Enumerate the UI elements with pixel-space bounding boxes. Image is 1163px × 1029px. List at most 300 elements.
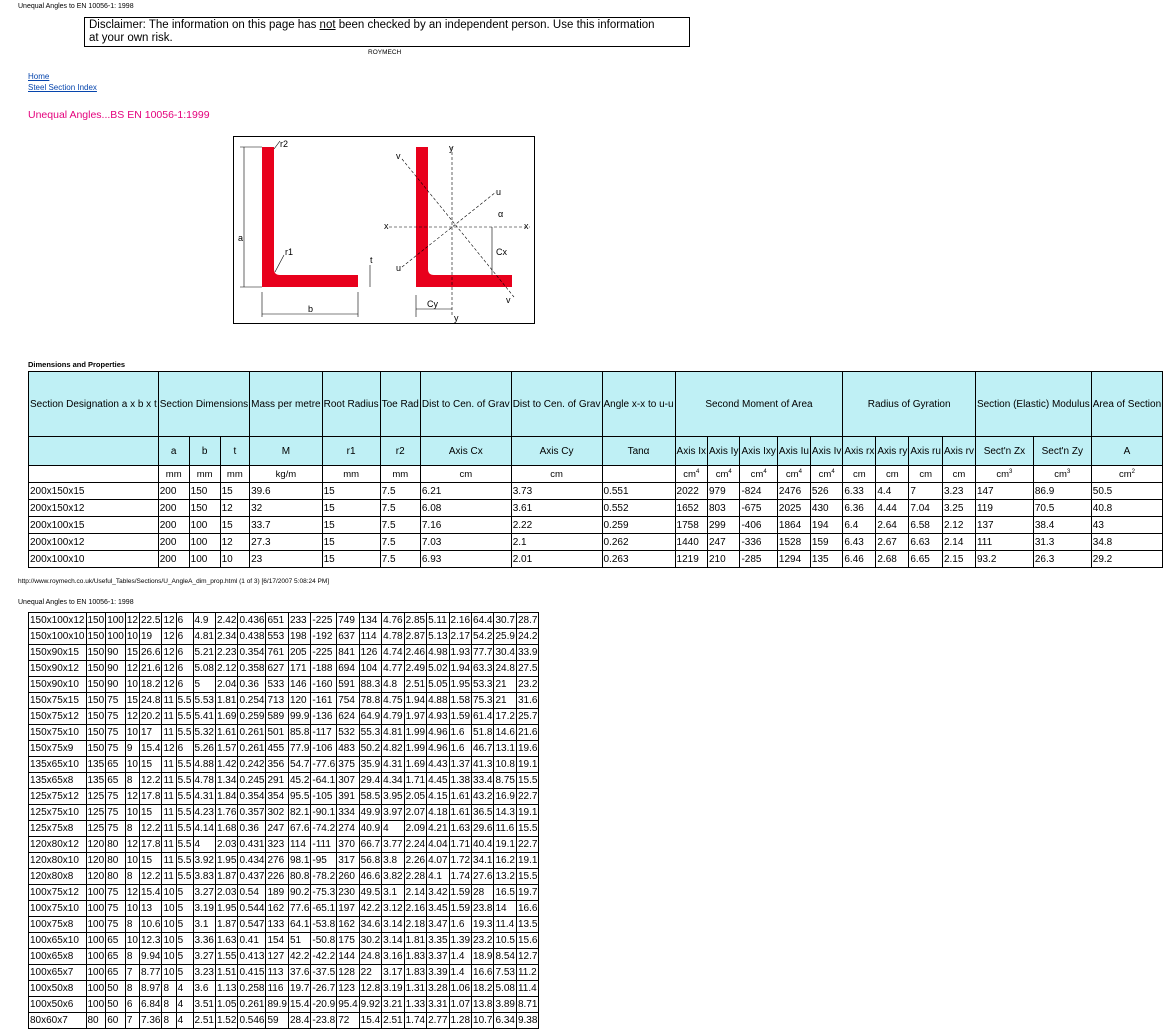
table-cell: 5.41 <box>193 709 215 725</box>
table-cell: 133 <box>266 917 288 933</box>
table-cell: 4.79 <box>382 709 404 725</box>
table-cell: 323 <box>266 837 288 853</box>
table-cell: 150 <box>86 709 106 725</box>
subheader-cell: Axis Ix <box>675 437 707 466</box>
table-cell: 49.5 <box>359 885 381 901</box>
table-cell: 19.7 <box>288 981 310 997</box>
table-cell: 12.8 <box>359 981 381 997</box>
unit-cell: $cm^4$ <box>810 466 842 483</box>
table-cell: -90.1 <box>311 805 337 821</box>
fig-label-y-bottom: y <box>454 313 459 323</box>
table-cell: 2.16 <box>449 613 471 629</box>
table-cell: 4.82 <box>382 741 404 757</box>
table-row <box>29 773 539 789</box>
table-cell: 23.8 <box>472 901 494 917</box>
table-cell: 8 <box>162 981 176 997</box>
table-cell: 150 <box>86 645 106 661</box>
table-cell: 3.25 <box>942 500 975 517</box>
table-cell: 16.6 <box>472 965 494 981</box>
table-cell: -78.2 <box>311 869 337 885</box>
table-cell: -117 <box>311 725 337 741</box>
table-cell: 5.5 <box>176 773 193 789</box>
table-cell: 0.552 <box>602 500 675 517</box>
table-cell: 125 <box>86 805 106 821</box>
table-cell: 43 <box>1091 517 1162 534</box>
table-row <box>29 805 539 821</box>
table-cell: 80 <box>106 869 126 885</box>
properties-table <box>28 371 1163 568</box>
table-cell: 3.73 <box>511 483 602 500</box>
table-cell: 3.36 <box>193 933 215 949</box>
table-cell: 18.2 <box>140 677 162 693</box>
table-cell: 10 <box>162 885 176 901</box>
table-cell: 75 <box>106 901 126 917</box>
table-cell: 1.4 <box>449 965 471 981</box>
table-cell: 4.18 <box>427 805 449 821</box>
hdr-dimensions: Section Dimensions <box>158 372 249 437</box>
table-cell: 12.2 <box>140 821 162 837</box>
table-cell: -50.8 <box>311 933 337 949</box>
table-cell: 7.5 <box>380 517 420 534</box>
page-header-2: Unequal Angles to EN 10056-1: 1998 <box>18 599 134 606</box>
table-cell: 1.57 <box>215 741 237 757</box>
table-cell: 0.354 <box>238 645 266 661</box>
unit-cell: $cm^4$ <box>675 466 707 483</box>
table-cell: 100x65x10 <box>29 933 87 949</box>
table-cell: 93.2 <box>975 551 1033 568</box>
unit-cell: mm <box>380 466 420 483</box>
table-cell: 150x75x9 <box>29 741 87 757</box>
table-cell: 370 <box>337 837 359 853</box>
table-cell: 100 <box>86 917 106 933</box>
table-cell: 10 <box>125 677 139 693</box>
table-cell: 70.5 <box>1033 500 1091 517</box>
table-cell: 1.28 <box>449 1013 471 1029</box>
table-row <box>29 551 1163 568</box>
table-cell: 114 <box>359 629 381 645</box>
table-cell: -106 <box>311 741 337 757</box>
table-cell: 16.9 <box>494 789 516 805</box>
table-cell: 5.5 <box>176 693 193 709</box>
table-cell: 591 <box>337 677 359 693</box>
table-cell: 32 <box>250 500 322 517</box>
table-cell: 8 <box>125 949 139 965</box>
table-cell: 5.5 <box>176 821 193 837</box>
table-cell: 15 <box>140 853 162 869</box>
table-cell: 15 <box>220 483 250 500</box>
table-cell: 1.93 <box>449 645 471 661</box>
table-cell: 1.13 <box>215 981 237 997</box>
table-cell: 27.5 <box>516 661 538 677</box>
table-cell: 28 <box>472 885 494 901</box>
fig-label-y-top: y <box>449 143 454 153</box>
table-cell: 135x65x10 <box>29 757 87 773</box>
table-cell: 803 <box>708 500 740 517</box>
table-cell: 2.14 <box>942 534 975 551</box>
table-cell: 8 <box>125 773 139 789</box>
table-cell: 2.12 <box>942 517 975 534</box>
table-cell: 100 <box>189 517 220 534</box>
table-cell: 5.5 <box>176 789 193 805</box>
table-cell: 0.261 <box>238 725 266 741</box>
table-cell: 19.1 <box>516 757 538 773</box>
table-cell: 11 <box>162 869 176 885</box>
table-cell: 4 <box>382 821 404 837</box>
table-cell: 22.7 <box>516 789 538 805</box>
table-cell: 24.8 <box>140 693 162 709</box>
table-cell: 10 <box>162 917 176 933</box>
table-cell: -160 <box>311 677 337 693</box>
table-cell: 3.51 <box>193 997 215 1013</box>
subheader-cell: Axis ry <box>876 437 909 466</box>
table-cell: 0.54 <box>238 885 266 901</box>
table-cell: 455 <box>266 741 288 757</box>
subheader-cell: t <box>220 437 250 466</box>
table-cell: 1.39 <box>449 933 471 949</box>
table-cell: 100 <box>106 613 126 629</box>
table-row <box>29 965 539 981</box>
table-cell: 10 <box>162 965 176 981</box>
table-cell: 8 <box>162 1013 176 1029</box>
table-cell: 61.4 <box>472 709 494 725</box>
unit-cell: $cm^4$ <box>708 466 740 483</box>
table-cell: 1.4 <box>449 949 471 965</box>
table-cell: 13.1 <box>494 741 516 757</box>
table-cell: 15 <box>322 483 380 500</box>
table-cell: 4.15 <box>427 789 449 805</box>
table-cell: 247 <box>708 534 740 551</box>
table-cell: 11.6 <box>494 821 516 837</box>
table-cell: 1.6 <box>449 741 471 757</box>
table-cell: 2.22 <box>511 517 602 534</box>
table-cell: 6.63 <box>909 534 943 551</box>
table-cell: 50 <box>106 997 126 1013</box>
table-cell: 6.84 <box>140 997 162 1013</box>
table-cell: -74.2 <box>311 821 337 837</box>
table-cell: 200x150x12 <box>29 500 159 517</box>
fig-label-t: t <box>370 255 373 265</box>
table-cell: 6.21 <box>420 483 511 500</box>
unit-cell: $cm^4$ <box>777 466 810 483</box>
table-cell: 100 <box>189 534 220 551</box>
table-cell: 4.04 <box>427 837 449 853</box>
table-cell: 2.24 <box>404 837 426 853</box>
table-cell: 2.26 <box>404 853 426 869</box>
table-cell: 4.78 <box>382 629 404 645</box>
table-cell: 19.7 <box>516 885 538 901</box>
table-cell: 0.357 <box>238 805 266 821</box>
subheader-cell: M <box>250 437 322 466</box>
hdr-dcx: Dist to Cen. of Grav <box>420 372 511 437</box>
table-cell: 0.546 <box>238 1013 266 1029</box>
table-cell: 41.3 <box>472 757 494 773</box>
subheader-cell: b <box>189 437 220 466</box>
table-cell: 100x65x7 <box>29 965 87 981</box>
table-cell: 40.9 <box>359 821 381 837</box>
table-cell: 154 <box>266 933 288 949</box>
table-cell: 1.61 <box>449 789 471 805</box>
table-cell: 0.36 <box>238 677 266 693</box>
table-cell: 25.7 <box>516 709 538 725</box>
table-cell: 135 <box>86 773 106 789</box>
table-cell: 8 <box>125 821 139 837</box>
table-cell: 4.31 <box>193 789 215 805</box>
table-cell: -26.7 <box>311 981 337 997</box>
table-cell: 1.87 <box>215 917 237 933</box>
table-cell: 46.6 <box>359 869 381 885</box>
table-cell: 12 <box>125 837 139 853</box>
table-cell: 3.14 <box>382 933 404 949</box>
table-cell: 2.87 <box>404 629 426 645</box>
table-cell: 6.93 <box>420 551 511 568</box>
table-cell: 17.2 <box>494 709 516 725</box>
table-cell: 16.2 <box>494 853 516 869</box>
hdr-dcy: Dist to Cen. of Grav <box>511 372 602 437</box>
table-cell: 150 <box>86 725 106 741</box>
table-cell: 31.3 <box>1033 534 1091 551</box>
table-cell: 3.83 <box>193 869 215 885</box>
angle-section-diagram <box>233 136 535 324</box>
table-cell: 63.3 <box>472 661 494 677</box>
table-cell: 7.5 <box>380 534 420 551</box>
table-cell: 22.5 <box>140 613 162 629</box>
table-cell: 65 <box>106 773 126 789</box>
table-cell: 11 <box>162 693 176 709</box>
table-row <box>29 661 539 677</box>
table-cell: 194 <box>810 517 842 534</box>
table-cell: 171 <box>288 661 310 677</box>
table-cell: 1.51 <box>215 965 237 981</box>
fig-label-r1: r1 <box>285 247 294 257</box>
table-cell: 1.31 <box>404 981 426 997</box>
unit-cell: mm <box>189 466 220 483</box>
table-cell: 1.81 <box>404 933 426 949</box>
table-cell: 120 <box>86 837 106 853</box>
table-cell: 9.38 <box>516 1013 538 1029</box>
table-cell: -225 <box>311 613 337 629</box>
table-cell: 11 <box>162 773 176 789</box>
table-cell: 8 <box>162 997 176 1013</box>
table-cell: 36.5 <box>472 805 494 821</box>
table-cell: -95 <box>311 853 337 869</box>
table-cell: 6.33 <box>843 483 876 500</box>
table-cell: 0.544 <box>238 901 266 917</box>
table-cell: 5.5 <box>176 805 193 821</box>
table-cell: 5.02 <box>427 661 449 677</box>
table-cell: 0.242 <box>238 757 266 773</box>
table-cell: 6 <box>125 997 139 1013</box>
unit-cell: mm <box>322 466 380 483</box>
table-cell: 50 <box>106 981 126 997</box>
table-cell: 1.58 <box>449 693 471 709</box>
table-cell: 51 <box>288 933 310 949</box>
table-cell: 9 <box>125 741 139 757</box>
subheader-cell: A <box>1091 437 1162 466</box>
unit-cell: kg/m <box>250 466 322 483</box>
steel-section-index-link[interactable]: Steel Section Index <box>28 83 97 92</box>
table-cell: 10 <box>125 933 139 949</box>
table-cell: 5.5 <box>176 757 193 773</box>
table-cell: 15.4 <box>140 741 162 757</box>
table-cell: 3.82 <box>382 869 404 885</box>
hdr-angle: Angle x-x to u-u <box>602 372 675 437</box>
table-cell: 7.16 <box>420 517 511 534</box>
home-link[interactable]: Home <box>28 72 50 81</box>
table-cell: 16.6 <box>516 901 538 917</box>
table-cell: 75 <box>106 917 126 933</box>
table-cell: 120 <box>86 853 106 869</box>
table-cell: 0.358 <box>238 661 266 677</box>
subheader-cell: Axis Cx <box>420 437 511 466</box>
table-cell: 27.3 <box>250 534 322 551</box>
table-cell: 356 <box>266 757 288 773</box>
table-cell: 3.19 <box>193 901 215 917</box>
table-cell: 54.2 <box>472 629 494 645</box>
table-cell: 6.43 <box>843 534 876 551</box>
table-cell: 200 <box>158 500 189 517</box>
table-cell: 99.9 <box>288 709 310 725</box>
table-cell: 200x100x12 <box>29 534 159 551</box>
table-cell: 16.5 <box>494 885 516 901</box>
table-cell: 4.14 <box>193 821 215 837</box>
table-cell: 4 <box>193 837 215 853</box>
table-cell: 4.8 <box>382 677 404 693</box>
table-cell: 125x75x8 <box>29 821 87 837</box>
table-cell: 4 <box>176 1013 193 1029</box>
table-cell: 1294 <box>777 551 810 568</box>
table-cell: 150 <box>189 483 220 500</box>
table-cell: 19.1 <box>516 805 538 821</box>
table-cell: 10 <box>162 901 176 917</box>
table-cell: 3.31 <box>427 997 449 1013</box>
table-cell: 15 <box>322 517 380 534</box>
table-cell: 150x75x12 <box>29 709 87 725</box>
table-cell: 197 <box>337 901 359 917</box>
table-cell: 553 <box>266 629 288 645</box>
table-cell: 64.9 <box>359 709 381 725</box>
table-cell: 1864 <box>777 517 810 534</box>
unit-cell: $cm^4$ <box>740 466 777 483</box>
table-cell: 2.23 <box>215 645 237 661</box>
table-cell: 6.4 <box>843 517 876 534</box>
subheader-cell: Sect'n Zy <box>1033 437 1091 466</box>
table-cell: 56.8 <box>359 853 381 869</box>
table-cell: 754 <box>337 693 359 709</box>
hdr-modulus: Section (Elastic) Modulus <box>975 372 1091 437</box>
table-cell: 33.4 <box>472 773 494 789</box>
table-cell: 5.13 <box>427 629 449 645</box>
table-cell: 150x75x10 <box>29 725 87 741</box>
table-cell: 90.2 <box>288 885 310 901</box>
table-cell: 260 <box>337 869 359 885</box>
table-cell: 12 <box>125 613 139 629</box>
table-cell: 13 <box>140 901 162 917</box>
table-cell: 8.54 <box>494 949 516 965</box>
table-cell: 12 <box>162 629 176 645</box>
fig-label-cy: Cy <box>427 299 438 309</box>
table-cell: 0.261 <box>238 741 266 757</box>
hdr-moment: Second Moment of Area <box>675 372 843 437</box>
table-cell: 3.17 <box>382 965 404 981</box>
hdr-area: Area of Section <box>1091 372 1162 437</box>
table-cell: 65 <box>106 757 126 773</box>
table-cell: 10 <box>125 629 139 645</box>
table-cell: -77.6 <box>311 757 337 773</box>
table-cell: 2.07 <box>404 805 426 821</box>
table-cell: 12.2 <box>140 869 162 885</box>
table-cell: 9.92 <box>359 997 381 1013</box>
table-cell: 4.21 <box>427 821 449 837</box>
table-cell: 291 <box>266 773 288 789</box>
table-cell: 3.89 <box>494 997 516 1013</box>
table-cell: 11.4 <box>516 981 538 997</box>
table-cell: 1.37 <box>449 757 471 773</box>
table-cell: 15 <box>125 693 139 709</box>
table-cell: 137 <box>975 517 1033 534</box>
table-cell: 29.2 <box>1091 551 1162 568</box>
table-cell: 120 <box>86 869 106 885</box>
table-cell: 12 <box>125 709 139 725</box>
table-cell: 18.9 <box>472 949 494 965</box>
table-cell: 2022 <box>675 483 707 500</box>
table-cell: 10.8 <box>494 757 516 773</box>
table-cell: 24.2 <box>516 629 538 645</box>
table-cell: 15.5 <box>516 869 538 885</box>
table-cell: 39.6 <box>250 483 322 500</box>
table-cell: 21 <box>494 677 516 693</box>
table-cell: 21.6 <box>516 725 538 741</box>
table-cell: 8.71 <box>516 997 538 1013</box>
table-cell: 1.33 <box>404 997 426 1013</box>
table-cell: 15 <box>322 534 380 551</box>
table-cell: 0.436 <box>238 613 266 629</box>
fig-label-x-right: x <box>524 221 529 231</box>
table-cell: 40.8 <box>1091 500 1162 517</box>
table-cell: 1.95 <box>215 853 237 869</box>
table-cell: 135x65x8 <box>29 773 87 789</box>
table-cell: 123 <box>337 981 359 997</box>
table-cell: 54.7 <box>288 757 310 773</box>
table-cell: 55.3 <box>359 725 381 741</box>
table-cell: 6 <box>176 629 193 645</box>
table-cell: -42.2 <box>311 949 337 965</box>
table-cell: 150 <box>86 741 106 757</box>
table-cell: 1.71 <box>404 773 426 789</box>
table-cell: 43.2 <box>472 789 494 805</box>
table-cell: 8.97 <box>140 981 162 997</box>
table-cell: -64.1 <box>311 773 337 789</box>
table-cell: 11 <box>162 725 176 741</box>
page-header: Unequal Angles to EN 10056-1: 1998 <box>18 3 134 10</box>
table-cell: 200 <box>158 483 189 500</box>
table-cell: 4.77 <box>382 661 404 677</box>
table-cell: 120x80x12 <box>29 837 87 853</box>
table-cell: 1.38 <box>449 773 471 789</box>
table-cell: 100x75x12 <box>29 885 87 901</box>
table-cell: 25.9 <box>494 629 516 645</box>
table-cell: 10 <box>125 901 139 917</box>
table-cell: 100x65x8 <box>29 949 87 965</box>
table-cell: 64.1 <box>288 917 310 933</box>
table-cell: 49.9 <box>359 805 381 821</box>
table-cell: 12.3 <box>140 933 162 949</box>
table-cell: 100x50x8 <box>29 981 87 997</box>
unit-cell: cm <box>909 466 943 483</box>
table-cell: 134 <box>359 613 381 629</box>
table-cell: 150x90x10 <box>29 677 87 693</box>
table-cell: 1.97 <box>404 709 426 725</box>
table-cell: 147 <box>975 483 1033 500</box>
